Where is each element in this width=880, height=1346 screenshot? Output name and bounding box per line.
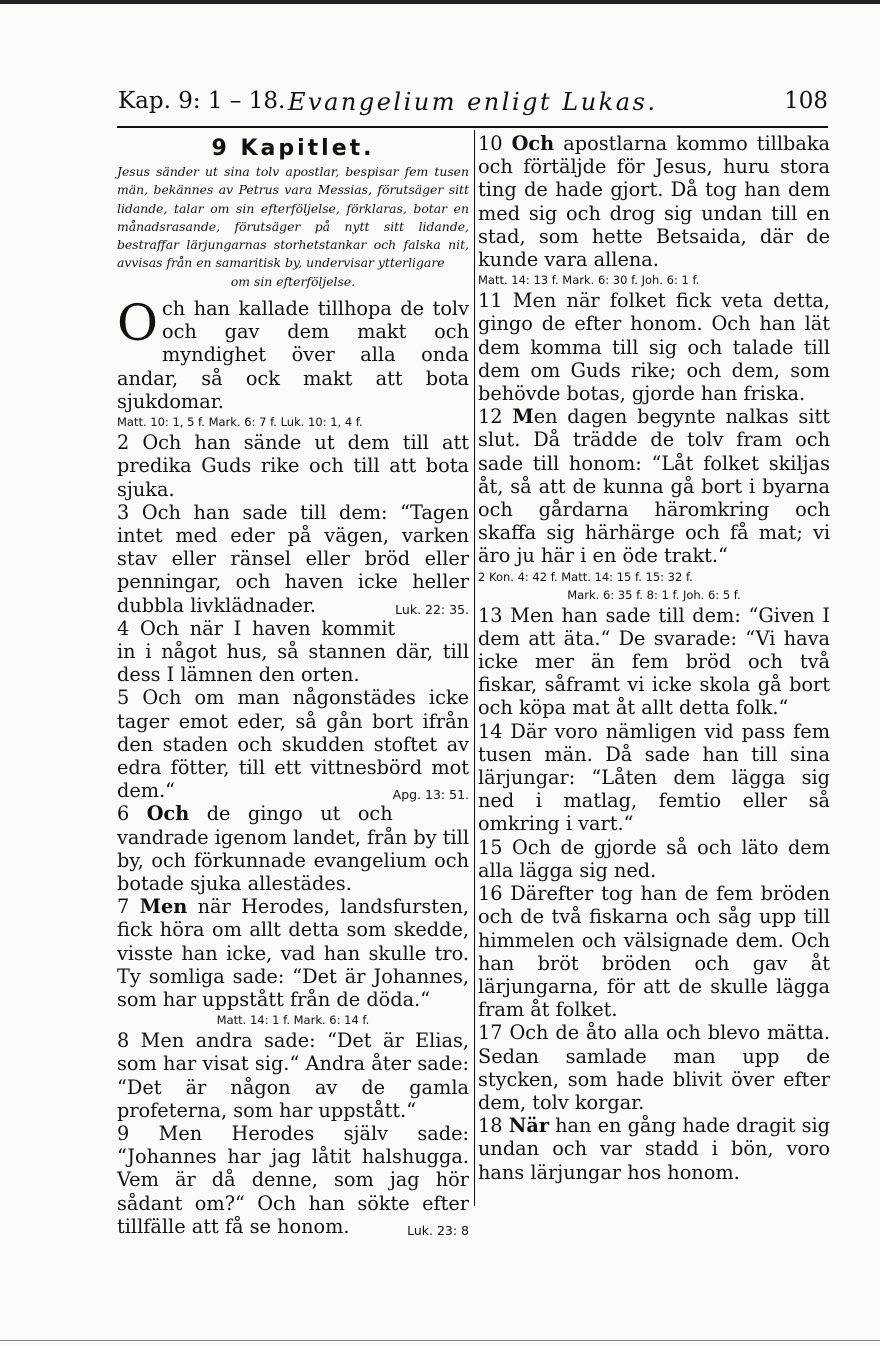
verse-number: 10 [478,132,503,155]
verse-6 [117,802,469,895]
verse-10 [478,132,830,271]
verse-number: 18 [478,1114,503,1138]
verse-9 [117,1122,469,1238]
chapter-heading: 9 Kapitlet. [211,136,375,161]
right-column [478,132,830,1184]
verse-9-text: 9 Men Herodes själv sade: “Johannes har jag låtit halshugga. Vem är då denne, som jag hör sådant om?“ Och han sökte efter tillfälle att få se honom. [117,1121,469,1238]
summary-text: Jesus sänder ut sina tolv apostlar, bespisar fem tusen män, bekännes av Petrus vara Messias, förutsäger sitt lidande, talar om sin efterföljelse, förklaras, botar en månadsrasande, förutsäger på nytt sitt lidande, bestraffar lärjungarnas storhetstankar och falska nit, avvisas från en samaritisk by, undervisar ytterligare [117,164,469,271]
header-rule [117,126,828,128]
verse-12-text: en dagen begynte nalkas sitt slut. Då trädde de tolv fram och sade till honom: “Låt folket skiljas åt, så att de kunna gå bort i byarna och gårdarna häromkring och skaffa sig härhärge och få mat; vi äro ju här i en öde trakt.“ [478,405,830,568]
verse-number: 7 [117,895,130,919]
verse-11: 11 Men när folket fick veta detta, gingo de efter honom. Och han lät dem komma till sig och talade till dem om Guds rike; och dem, som behövde botas, gjorde han friska. [478,289,830,406]
verse-2: 2 Och han sände ut dem till att predika Guds rike och till att bota sjuka. [117,431,469,501]
book-title: Evangelium enligt Lukas. [288,88,658,116]
verse-10-text: apostlarna kommo tillbaka och förtäljde för Jesus, huru stora ting de hade gjort. Då tog han dem med sig och drog sig undan till en stad, som hette Betsaida, där de kunde vara allena. [478,132,831,272]
verse-3-text: 3 Och han sade till dem: “Tagen intet med eder på vägen, varken stav eller ränsel eller bröd eller penningar, och haven icke heller dubbla livklädnader. [117,500,469,617]
cross-reference: Luk. 22: 35. [395,601,469,617]
verse-7 [117,895,469,1011]
verse-1-text: ch han kallade tillhopa de tolv och gav dem makt och myndighet över alla onda andar, så ock makt att bota sjukdomar. [117,297,469,413]
verse-17: 17 Och de åto alla och blevo mätta. Sedan samlade man upp de stycken, som hade blivit över efter dem, tolv korgar. [478,1021,830,1114]
verse-initial-word: När [508,1114,549,1138]
drop-cap: O [117,294,158,353]
chapter-range: Kap. 9: 1 – 18. [118,88,286,114]
cross-reference: Luk. 23: 8 [407,1222,469,1238]
verse-8: 8 Men andra sade: “Det är Elias, som har visat sig.“ Andra åter sade: “Det är någon av de gamla profeterna, som har uppstått.“ [117,1029,469,1122]
verse-18 [478,1114,830,1184]
column-divider [474,130,475,1206]
verse-18-text: han en gång hade dragit sig undan och var stadd i bön, voro hans lärjungar hos honom. [478,1114,830,1184]
scan-edge [0,0,880,4]
cross-reference: Matt. 10: 1, 5 f. Mark. 6: 7 f. Luk. 10: 1, 4 f. [117,415,363,430]
verse-14: 14 Där voro nämligen vid pass fem tusen män. Då sade han till sina lärjungar: “Låten dem lägga sig ned i matlag, femtio eller så omkring i vart.“ [478,719,830,836]
verse-13: 13 Men han sade till dem: “Given I dem att äta.“ De svarade: “Vi hava icke mer än fem bröd och två fiskar, såframt vi icke skola gå bort och köpa mat åt allt detta folk.“ [478,603,830,720]
verse-4: 4 Och när I haven kommit in i något hus, så stannen där, till dess I lämnen den orten. [117,616,469,687]
verse-1 [117,294,469,413]
verse-7-text: när Herodes, landsfursten, fick höra om allt detta som skedde, visste han icke, vad han skulle tro. Ty somliga sade: “Det är Johannes, som har uppstått från de döda.“ [117,895,469,1011]
verse-number: 6 [117,802,130,826]
scan-bottom-edge [0,1340,880,1341]
verse-initial-letter: M [512,405,534,429]
cross-reference: Matt. 14: 1 f. Mark. 6: 14 f. [216,1013,370,1028]
page-number: 108 [784,88,828,114]
verse-6-text: de gingo ut och vandrade igenom landet, från by till by, och förkunnade evangelium och botade sjuka allestädes. [117,802,469,895]
verse-15: 15 Och de gjorde så och läto dem alla lägga sig ned. [478,835,830,882]
verse-initial-word: Men [139,895,188,919]
cross-reference: Mark. 6: 35 f. 8: 1 f. Joh. 6: 5 f. [567,587,741,602]
chapter-summary [117,163,469,291]
running-header [118,88,828,128]
left-column [117,132,469,1242]
cross-reference: Matt. 14: 13 f. Mark. 6: 30 f. Joh. 6: 1 f. [478,273,700,288]
cross-reference: 2 Kon. 4: 42 f. Matt. 14: 15 f. 15: 32 f. [478,569,693,584]
verse-number: 12 [478,405,503,429]
verse-16: 16 Därefter tog han de fem bröden och de två fiskarna och såg upp till himmelen och välsignade dem. Och han bröt bröden och gav åt lärjungarna, för att de skulle lägga fram åt folket. [478,882,830,1022]
verse-12 [478,405,830,567]
verse-5-text: 5 Och om man någonstädes icke tager emot eder, så gån bort ifrån den staden och skudden stoftet av edra fötter, till ett vittnesbörd mot dem.“ [117,686,469,803]
summary-last-line: om sin efterföljelse. [230,273,356,289]
cross-reference: Apg. 13: 51. [392,787,469,803]
verse-3 [117,501,469,617]
verse-5 [117,686,469,802]
verse-initial-word: Och [146,802,190,826]
verse-initial-word: Och [511,132,555,155]
